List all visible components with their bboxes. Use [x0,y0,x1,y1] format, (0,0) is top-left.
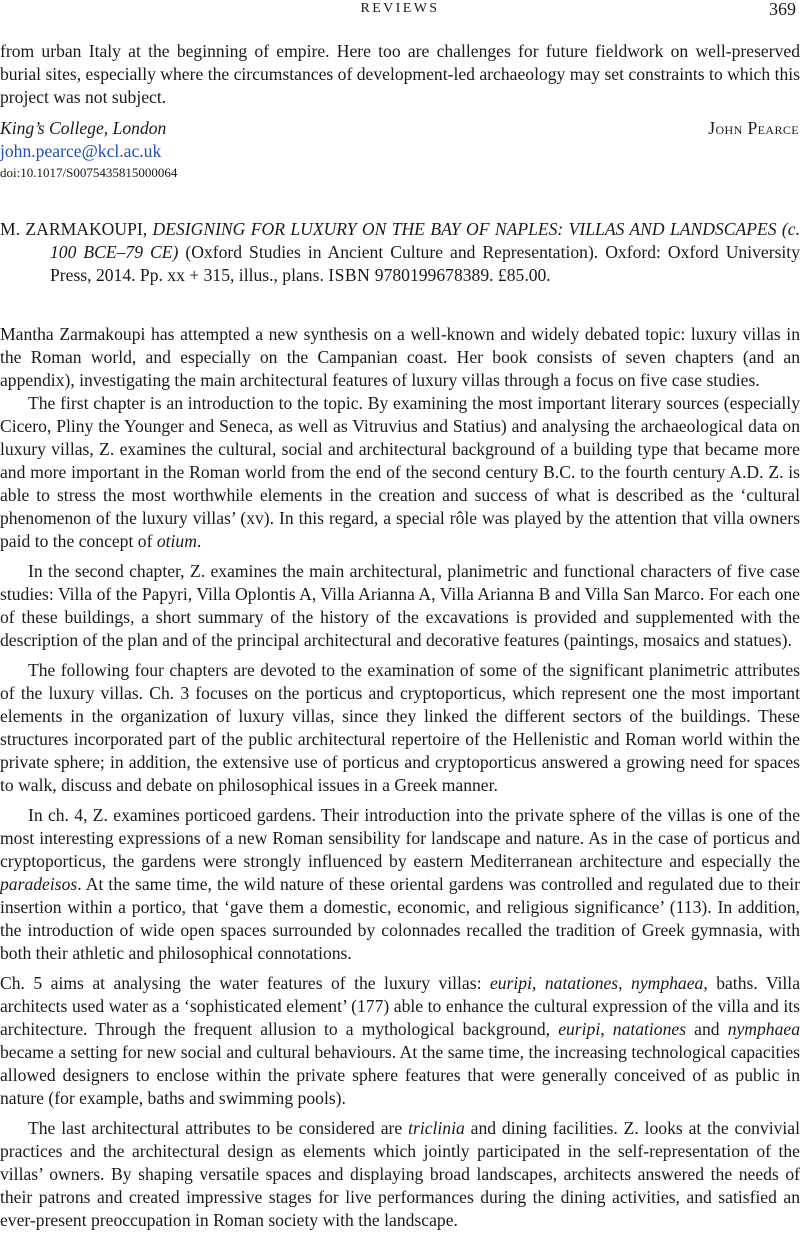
review-book-author: M. ZARMAKOUPI, [0,219,148,239]
reviewer-name: John Pearce [708,118,799,138]
running-head [0,0,800,22]
reviewer-email-link[interactable]: john.pearce@kcl.ac.uk [0,141,162,161]
reviewer-institution: King’s College, London [0,118,167,138]
paragraph: In ch. 4, Z. examines porticoed gardens. Their introduction into the private sphere of the villas is one of the most interesting expressions of a new Roman sensibility for landscape and nature. As in the case of porticus and cryptoporticus, the gardens were strongly influenced by eastern Mediterranean architecture and especially the paradeisos. At the same time, the wild nature of these oriental gardens was controlled and regulated due to their insertion within a portico, that ‘gave them a domestic, economic, and religious significance’ (113). In addition, the introduction of wide open spaces surrounded by colonnades recalled the tradition of Greek gymnasia, with both their athletic and philosophical connotations. [0,805,800,963]
review-body [0,323,800,1232]
paragraph: Mantha Zarmakoupi has attempted a new synthesis on a well-known and widely debated topic: luxury villas in the Roman world, and especially on the Campanian coast. Her book consists of seven chapters (and an appendix), investigating the main architectural features of luxury villas through a focus on five case studies. [0,324,800,390]
review-heading [0,218,800,287]
page-number: 369 [769,0,796,19]
review-book-title: DESIGNING FOR LUXURY ON THE BAY OF NAPLES: VILLAS AND LANDSCAPES (c. 100 BCE–79 CE) [50,219,800,262]
paragraph: The following four chapters are devoted to the examination of some of the significant planimetric attributes of the luxury villas. Ch. 3 focuses on the porticus and cryptoporticus, which represent one the most important elements in the organization of luxury villas, since they linked the different sectors of the buildings. These structures incorporated part of the public architectural repertoire of the Hellenistic and Roman world within the private sphere; in addition, the extensive use of porticus and cryptoporticus answered a growing need for spaces to walk, discuss and debate on philosophical issues in a Greek manner. [0,660,800,795]
paragraph: Ch. 5 aims at analysing the water features of the luxury villas: euripi, natationes, nymphaea, baths. Villa architects used water as a ‘sophisticated element’ (177) able to enhance the cultural expression of the villa and its architecture. Through the frequent allusion to a mythological background, euripi, natationes and nymphaea became a setting for new social and cultural behaviours. At the same time, the increasing technological capacities allowed designers to enclose within the private sphere features that were generally conceived of as public in nature (for example, baths and swimming pools). [0,973,800,1108]
paragraph: In the second chapter, Z. examines the main architectural, planimetric and functional characters of five case studies: Villa of the Papyri, Villa Oplontis A, Villa Arianna A, Villa Arianna B and Villa San Marco. For each one of these buildings, a short summary of the history of the excavations is provided and supplemented with the description of the plan and of the principal architectural and decorative features (paintings, mosaics and statues). [0,561,800,650]
running-head-title: REVIEWS [360,1,440,16]
previous-review-closing-text: from urban Italy at the beginning of empire. Here too are challenges for future fieldwork on well-preserved burial sites, especially where the circumstances of development-led archaeology may set constraints to which this project was not subject. [0,41,800,107]
doi-line: doi:10.1017/S0075435815000064 [0,165,178,180]
isbn-label: ISBN [328,265,371,285]
previous-review-ending [0,40,800,183]
reviewer-signature [0,117,800,140]
isbn-and-price: 9780199678389. £85.00. [374,265,551,285]
review-book-details: (Oxford Studies in Ancient Culture and Representation). Oxford: Oxford University Press, 2014. Pp. xx + 315, illus., plans. [50,242,800,285]
paragraph: The first chapter is an introduction to the topic. By examining the most important literary sources (especially Cicero, Pliny the Younger and Seneca, as well as Vitruvius and Statius) and analysing the archaeological data on luxury villas, Z. examines the cultural, social and architectural background of a building type that became more and more important in the Roman world from the end of the second century B.C. to the fourth century A.D. Z. is able to stress the most worthwhile elements in the creation and success of what is described as the ‘cultural phenomenon of the luxury villas’ (xv). In this regard, a special rôle was played by the attention that villa owners paid to the concept of otium. [0,393,800,551]
paragraph: The last architectural attributes to be considered are triclinia and dining facilities. Z. looks at the convivial practices and the architectural design as elements which jointly participated in the self-representation of the villas’ owners. By shaping versatile spaces and displaying broad landscapes, architects answered the needs of their patrons and created impressive stages for live performances during the dining activities, and satisfied an ever-present preoccupation in Roman society with the landscape. [0,1118,800,1230]
